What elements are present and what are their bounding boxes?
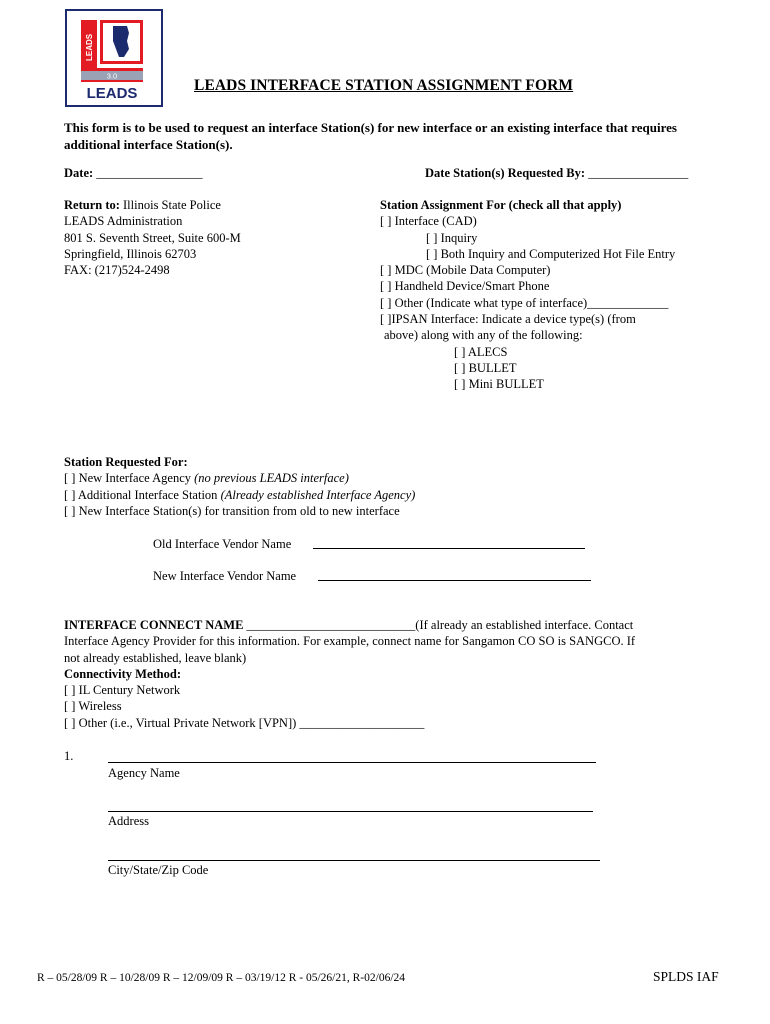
- return-line-3: 801 S. Seventh Street, Suite 600-M: [64, 230, 241, 245]
- checkbox-transition[interactable]: [ ] New Interface Station(s) for transition from old to new interface: [64, 503, 400, 518]
- agency-name-label: Agency Name: [108, 766, 180, 780]
- logo-version: 3.0: [106, 71, 118, 81]
- date-requested-label: Date Station(s) Requested By:: [425, 166, 586, 180]
- city-state-zip-input-line[interactable]: [108, 860, 600, 861]
- intro-text: This form is to be used to request an interface Station(s) for new interface or an existing interface that requires additional interface Station(s).: [64, 120, 677, 152]
- agency-name-input-line[interactable]: [108, 762, 596, 763]
- station-requested-block: [64, 454, 415, 519]
- checkbox-handheld[interactable]: [ ] Handheld Device/Smart Phone: [380, 279, 550, 294]
- checkbox-mini-bullet[interactable]: [ ] Mini BULLET: [454, 377, 544, 392]
- date-field[interactable]: [64, 165, 203, 181]
- date-requested-field[interactable]: [425, 165, 688, 181]
- checkbox-mdc[interactable]: [ ] MDC (Mobile Data Computer): [380, 263, 551, 278]
- connect-name-block: [64, 617, 635, 731]
- checkbox-both-inquiry-hot-file[interactable]: [ ] Both Inquiry and Computerized Hot File Entry: [426, 246, 676, 261]
- agency-number: 1.: [64, 749, 74, 763]
- return-line-2: LEADS Administration: [64, 214, 183, 229]
- logo-vertical-text: LEADS: [85, 33, 94, 61]
- connect-name-blank: ___________________________: [246, 618, 416, 632]
- return-to-block: [64, 197, 241, 278]
- date-label: Date:: [64, 166, 94, 180]
- connect-name-label: INTERFACE CONNECT NAME: [64, 618, 244, 632]
- checkbox-inquiry[interactable]: [ ] Inquiry: [426, 230, 478, 245]
- checkbox-il-century[interactable]: [ ] IL Century Network: [64, 683, 181, 698]
- date-requested-blank: ________________: [588, 166, 689, 180]
- date-blank: _________________: [96, 166, 203, 180]
- new-vendor-label: New Interface Vendor Name: [153, 569, 297, 583]
- connect-note-1: (If already an established interface. Contact: [415, 618, 634, 632]
- checkbox-other-interface[interactable]: [ ] Other (Indicate what type of interface)_____________: [380, 295, 669, 310]
- station-assignment-heading: Station Assignment For (check all that apply): [380, 198, 622, 212]
- checkbox-interface-cad[interactable]: [ ] Interface (CAD): [380, 214, 477, 229]
- connectivity-heading: Connectivity Method:: [64, 666, 181, 681]
- logo-wordmark: LEADS: [86, 85, 138, 102]
- return-line-5: FAX: (217)524-2498: [64, 263, 170, 278]
- checkbox-new-agency[interactable]: [64, 470, 415, 486]
- leads-logo: [65, 9, 163, 107]
- return-to-label: Return to:: [64, 198, 120, 212]
- checkbox-other-vpn[interactable]: [ ] Other (i.e., Virtual Private Network [VPN]) ____________________: [64, 715, 425, 730]
- checkbox-alecs[interactable]: [ ] ALECS: [454, 344, 508, 359]
- additional-note: (Already established Interface Agency): [220, 487, 416, 502]
- station-requested-heading: Station Requested For:: [64, 455, 188, 469]
- city-state-zip-label: City/State/Zip Code: [108, 863, 209, 877]
- checkbox-ipsan[interactable]: [ ]IPSAN Interface: Indicate a device type(s) (from: [380, 312, 636, 327]
- checkbox-bullet[interactable]: [ ] BULLET: [454, 360, 517, 375]
- return-line-4: Springfield, Illinois 62703: [64, 246, 197, 261]
- new-agency-text: [ ] New Interface Agency: [64, 471, 195, 486]
- old-vendor-label: Old Interface Vendor Name: [153, 537, 292, 551]
- old-vendor-input-line[interactable]: [313, 548, 585, 549]
- checkbox-wireless[interactable]: [ ] Wireless: [64, 699, 122, 714]
- station-assignment-block: [380, 197, 675, 393]
- additional-text: [ ] Additional Interface Station: [64, 487, 221, 502]
- checkbox-additional-station[interactable]: [64, 487, 415, 503]
- form-title: LEADS INTERFACE STATION ASSIGNMENT FORM: [194, 77, 574, 94]
- ipsan-continuation: above) along with any of the following:: [384, 328, 583, 343]
- connect-name-row[interactable]: [64, 617, 635, 633]
- address-label: Address: [108, 814, 149, 828]
- connect-note-3: not already established, leave blank): [64, 650, 247, 665]
- address-input-line[interactable]: [108, 811, 593, 812]
- new-agency-note: (no previous LEADS interface): [194, 471, 349, 486]
- footer-revisions: R – 05/28/09 R – 10/28/09 R – 12/09/09 R – 03/19/12 R - 05/26/21, R-02/06/24: [37, 972, 406, 984]
- connect-note-2: Interface Agency Provider for this information. For example, connect name for Sangamon CO SO is SANGCO. If: [64, 634, 636, 649]
- new-vendor-input-line[interactable]: [318, 580, 591, 581]
- footer-form-code: SPLDS IAF: [653, 969, 719, 984]
- return-line-1: Illinois State Police: [123, 198, 221, 212]
